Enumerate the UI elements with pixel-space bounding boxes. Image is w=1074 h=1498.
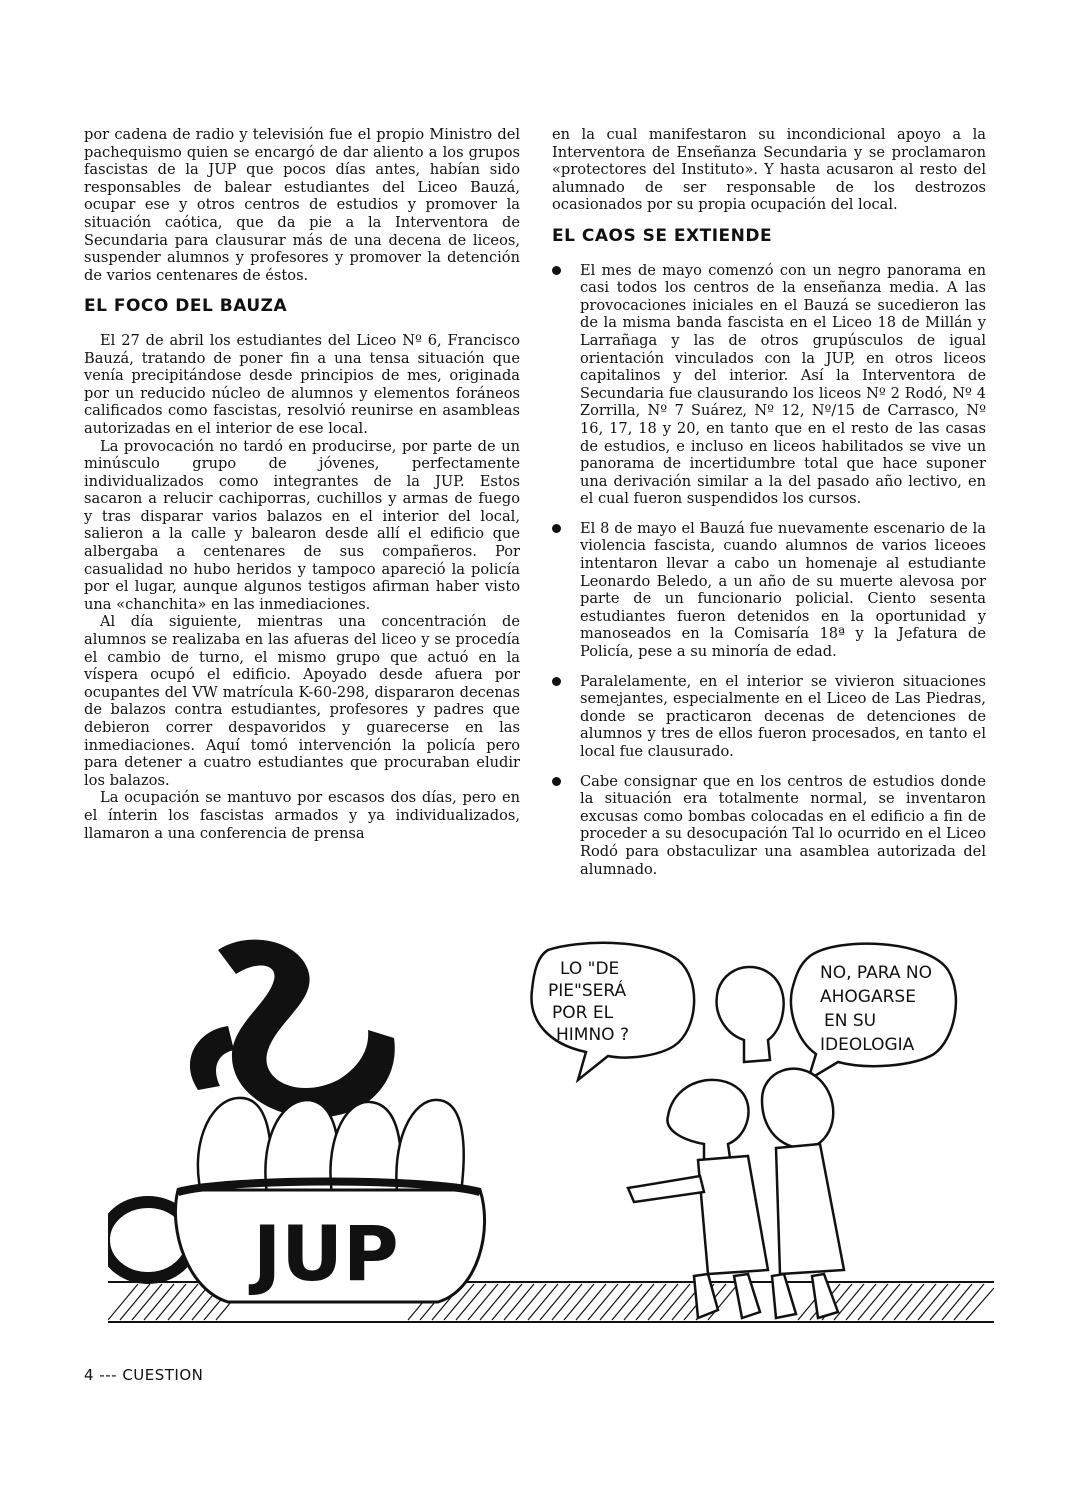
body-paragraph: en la cual manifestaron su incondicional apoyo a la Interventora de Enseñanza Secundaria y se proclamaron «protectores del Instituto». Y hasta acusaron al resto del alumnado de ser responsable de los destrozos ocasionados por su propia ocupación del local. bbox=[552, 126, 986, 214]
bullet-icon bbox=[552, 677, 561, 686]
speech-bubble-left bbox=[531, 943, 694, 1080]
speech-bubble-right bbox=[791, 944, 956, 1080]
swastika-shape bbox=[190, 940, 395, 1118]
bubble-line: IDEOLOGIA bbox=[820, 1035, 915, 1055]
bubble-line: POR EL bbox=[552, 1003, 614, 1023]
body-paragraph: por cadena de radio y televisión fue el propio Ministro del pachequismo quien se encargó de dar aliento a los grupos fascistas de la JUP que pocos días antes, habían sido responsables de balear estudiantes del Liceo Bauzá, ocupar ese y otros centros de estudios y promover la situación caótica, que da pie a la Interventora de Secundaria para clausurar más de una decena de liceos, suspender alumnos y profesores y promover la detención de varios centenares de éstos. bbox=[84, 126, 520, 284]
bullet-icon bbox=[552, 266, 561, 275]
bubble-line: PIE"SERÁ bbox=[548, 981, 627, 1001]
pot-label: JUP bbox=[253, 1209, 399, 1298]
right-column bbox=[552, 126, 986, 890]
body-paragraph: La provocación no tardó en producirse, por parte de un minúsculo grupo de jóvenes, perfectamente individualizados como integrantes de la JUP. Estos sacaron a relucir cachiporras, cuchillos y armas de fuego y tras disparar varios balazos en el interior del local, salieron a la calle y balearon desde allí el edificio que albergaba a centenares de sus compañeros. Por casualidad no hubo heridos y tampoco apareció la policía por el lugar, aunque algunos testigos afirman haber visto una «chanchita» en las inmediaciones. bbox=[84, 437, 520, 613]
bubble-line: EN SU bbox=[824, 1011, 877, 1031]
body-paragraph: Al día siguiente, mientras una concentración de alumnos se realizaba en las afueras del liceo y se procedía el cambio de turno, el mismo grupo que actuó en la víspera ocupó el edificio. Apoyado desde afuera por ocupantes del VW matrícula K-60-298, dispararon decenas de balazos contra estudiantes, profesores y padres que debieron correr despavoridos y guarecerse en las inmediaciones. Aquí tomó intervención la policía pero para detener a cuatro estudiantes que procuraban eludir los balazos. bbox=[84, 613, 520, 789]
bullet-icon bbox=[552, 777, 561, 786]
bullet-paragraph: Paralelamente, en el interior se vivieron situaciones semejantes, especialmente en el Liceo de Las Piedras, donde se practicaron decenas de detenciones de alumnos y tres de ellos fueron procesados, en tanto el local fue clausurado. bbox=[552, 673, 986, 761]
section-heading: EL CAOS SE EXTIENDE bbox=[552, 225, 773, 246]
bubble-line: LO "DE bbox=[560, 959, 620, 979]
section-heading: EL FOCO DEL BAUZA bbox=[84, 296, 288, 317]
bullet-paragraph: El mes de mayo comenzó con un negro panorama en casi todos los centros de la enseñanza media. A las provocaciones iniciales en el Bauzá se sucedieron las de la misma banda fascista en el Liceo 18 de Millán y Larrañaga y las de otros grupúsculos de igual orientación vinculados con la JUP, en otros liceos capitalinos y del interior. Así la Interventora de Secundaria fue clausurando los liceos Nº 2 Rodó, Nº 4 Zorrilla, Nº 7 Suárez, Nº 12, Nº/15 de Carrasco, Nº 16, 17, 18 y 20, en tanto que en el resto de las casas de estudios, e incluso en liceos habilitados se vive un panorama de incertidumbre total que hace suponer una derivación similar a la del pasado año lectivo, en el cual fueron suspendidos los cursos. bbox=[552, 262, 986, 508]
bubble-line: HIMNO ? bbox=[556, 1025, 629, 1045]
pot bbox=[108, 1182, 485, 1303]
body-paragraph: El 27 de abril los estudiantes del Liceo Nº 6, Francisco Bauzá, tratando de poner fin a una tensa situación que venía precipitándose desde principios de mes, originada por un reducido núcleo de alumnos y elementos foráneos calificados como fascistas, resolvió reunirse en asambleas autorizadas en el interior de ese local. bbox=[84, 331, 520, 437]
bullet-icon bbox=[552, 524, 561, 533]
left-column bbox=[84, 126, 520, 842]
bullet-paragraph: El 8 de mayo el Bauzá fue nuevamente escenario de la violencia fascista, cuando alumnos de varios liceoes intentaron llevar a cabo un homenaje al estudiante Leonardo Beledo, a un año de su muerte alevosa por parte de un funcionario policial. Ciento sesenta estudiantes fueron detenidos en la oportunidad y manoseados en la Comisaría 18ª y la Jefatura de Policía, pese a su minoría de edad. bbox=[552, 520, 986, 661]
bubble-line: NO, PARA NO bbox=[820, 963, 932, 983]
page-footer: 4 --- CUESTION bbox=[84, 1366, 204, 1384]
body-paragraph: La ocupación se mantuvo por escasos dos días, pero en el ínterin los fascistas armados y ya individualizados, llamaron a una conferencia de prensa bbox=[84, 789, 520, 842]
political-cartoon bbox=[108, 930, 994, 1326]
bullet-paragraph: Cabe consignar que en los centros de estudios donde la situación era totalmente normal, se inventaron excusas como bombas colocadas en el edificio a fin de proceder a su desocupación Tal lo ocurrido en el Liceo Rodó para obstaculizar una asamblea autorizada del alumnado. bbox=[552, 773, 986, 879]
bubble-line: AHOGARSE bbox=[820, 987, 916, 1007]
